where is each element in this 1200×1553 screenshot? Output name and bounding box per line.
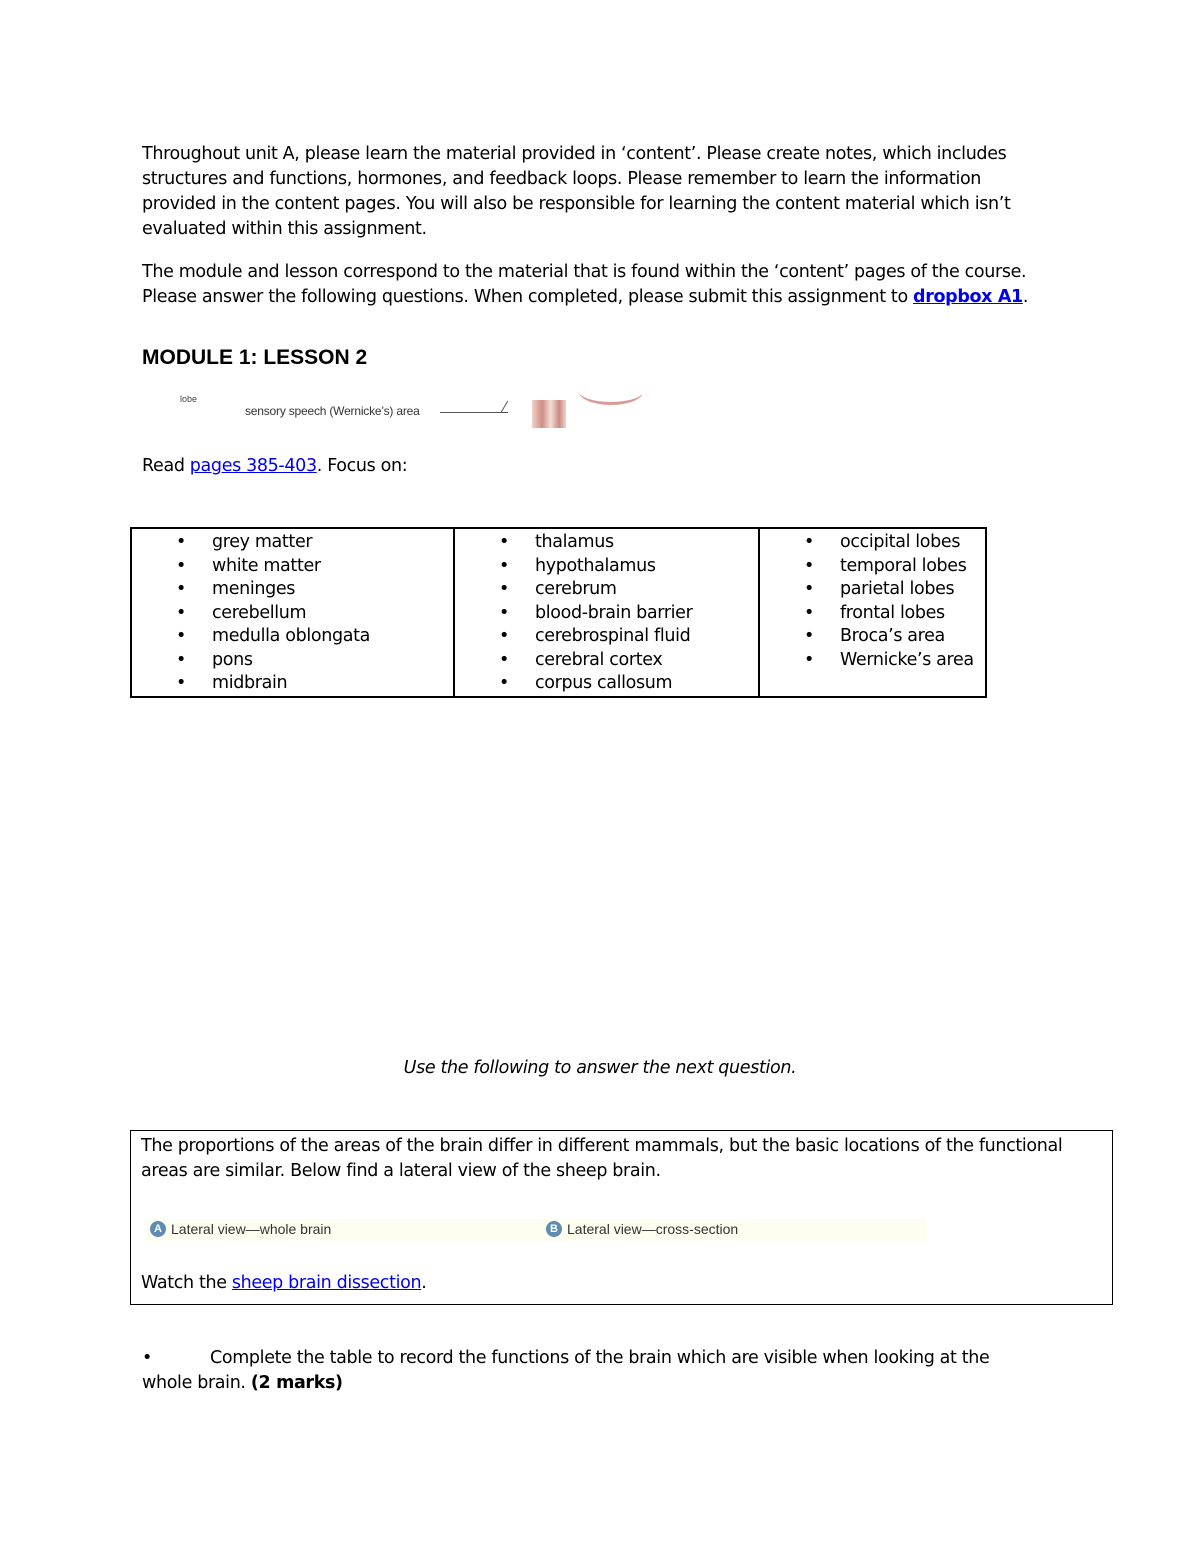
bullet-icon: • <box>176 626 186 646</box>
watch-paragraph <box>141 1271 426 1296</box>
intro-line: provided in the content pages. You will also be responsible for learning the content material which isn’t <box>142 194 1011 214</box>
focus-column <box>759 528 986 697</box>
list-item: • temporal lobes <box>760 555 980 579</box>
focus-column <box>131 528 454 697</box>
bullet-icon: • <box>499 579 509 599</box>
read-suffix: . Focus on: <box>316 456 408 476</box>
intro-line: evaluated within this assignment. <box>142 219 427 239</box>
bullet-icon: • <box>804 626 814 646</box>
bullet-icon: • <box>499 555 509 576</box>
list-item: • Wernicke’s area <box>760 649 980 673</box>
dropbox-link[interactable]: dropbox A1 <box>913 287 1023 307</box>
leader-line <box>440 412 508 413</box>
bullet-icon: • <box>176 532 186 552</box>
bullet-icon: • <box>176 555 186 576</box>
wernicke-caption: sensory speech (Wernicke’s) area <box>245 404 420 418</box>
figure-cut-label: lobe <box>180 394 198 404</box>
bullet-icon: • <box>142 1348 152 1368</box>
view-a-text: Lateral view—whole brain <box>171 1221 332 1237</box>
list-item: • white matter <box>132 555 453 579</box>
list-item: • frontal lobes <box>760 602 980 626</box>
view-b-text: Lateral view—cross-section <box>567 1221 739 1237</box>
bullet-icon: • <box>176 673 186 693</box>
view-a-badge: A <box>150 1221 166 1237</box>
punctuation: . <box>1022 287 1029 307</box>
list-item: • occipital lobes <box>760 531 980 555</box>
brain-outline-arc <box>578 392 642 405</box>
dissection-video-link[interactable]: sheep brain dissection <box>231 1273 422 1293</box>
focus-topics-table <box>130 527 987 698</box>
view-b-label <box>546 1221 738 1237</box>
box-paragraph <box>141 1134 1062 1184</box>
pages-link[interactable]: pages 385-403 <box>189 456 317 476</box>
brain-figure-fragment <box>142 392 642 428</box>
brain-tissue-image <box>532 400 566 428</box>
list-item: • blood-brain barrier <box>455 602 758 626</box>
bullet-icon: • <box>499 602 509 623</box>
watch-suffix: . <box>421 1273 427 1293</box>
list-item: • parietal lobes <box>760 578 980 602</box>
bullet-icon: • <box>499 649 509 670</box>
list-item: • cerebellum <box>132 602 453 626</box>
watch-prefix: Watch the <box>141 1273 232 1293</box>
list-item: • hypothalamus <box>455 555 758 579</box>
read-prefix: Read <box>142 456 190 476</box>
sheep-brain-box <box>130 1130 1113 1305</box>
marks-label: (2 marks) <box>250 1373 343 1393</box>
instructions-line: Please answer the following questions. When completed, please submit this assignment to <box>142 287 914 307</box>
instructions-paragraph <box>142 260 1028 310</box>
bullet-icon: • <box>176 602 186 623</box>
instruction-note: Use the following to answer the next question. <box>403 1058 797 1078</box>
box-line: The proportions of the areas of the brain differ in different mammals, but the basic locations of the functional <box>141 1136 1063 1156</box>
bullet-icon: • <box>176 649 186 670</box>
bullet-icon: • <box>804 649 814 670</box>
bullet-icon: • <box>804 532 814 552</box>
bullet-icon: • <box>499 626 509 646</box>
list-item: • grey matter <box>132 531 453 555</box>
intro-paragraph <box>142 142 1011 242</box>
intro-line: Throughout unit A, please learn the material provided in ‘content’. Please create notes, which includes <box>142 144 1007 164</box>
bullet-icon: • <box>176 579 186 599</box>
list-item: • pons <box>132 649 453 673</box>
list-item: • medulla oblongata <box>132 625 453 649</box>
list-item: • corpus callosum <box>455 672 758 696</box>
question-paragraph <box>142 1346 1042 1396</box>
view-b-badge: B <box>546 1221 562 1237</box>
intro-line: structures and functions, hormones, and feedback loops. Please remember to learn the information <box>142 169 982 189</box>
list-item: • thalamus <box>455 531 758 555</box>
focus-column <box>454 528 759 697</box>
list-item: • cerebrum <box>455 578 758 602</box>
module-heading: MODULE 1: LESSON 2 <box>142 346 368 369</box>
bullet-icon: • <box>804 555 814 576</box>
box-line: areas are similar. Below find a lateral view of the sheep brain. <box>141 1161 661 1181</box>
sheep-brain-figure-fragment <box>147 1219 927 1241</box>
leader-line-tick <box>501 401 508 413</box>
question-line: Complete the table to record the functions of the brain which are visible when looking at the <box>210 1348 990 1368</box>
instructions-line: The module and lesson correspond to the material that is found within the ‘content’ pages of the course. <box>142 262 1027 282</box>
list-item: • cerebrospinal fluid <box>455 625 758 649</box>
list-item: • Broca’s area <box>760 625 980 649</box>
bullet-icon: • <box>499 673 509 693</box>
list-item: • meninges <box>132 578 453 602</box>
bullet-icon: • <box>804 579 814 599</box>
bullet-icon: • <box>804 602 814 623</box>
list-item: • cerebral cortex <box>455 649 758 673</box>
read-instruction <box>142 454 407 479</box>
list-item: • midbrain <box>132 672 453 696</box>
bullet-icon: • <box>499 532 509 552</box>
view-a-label <box>150 1221 331 1237</box>
question-line: whole brain. <box>142 1373 251 1393</box>
